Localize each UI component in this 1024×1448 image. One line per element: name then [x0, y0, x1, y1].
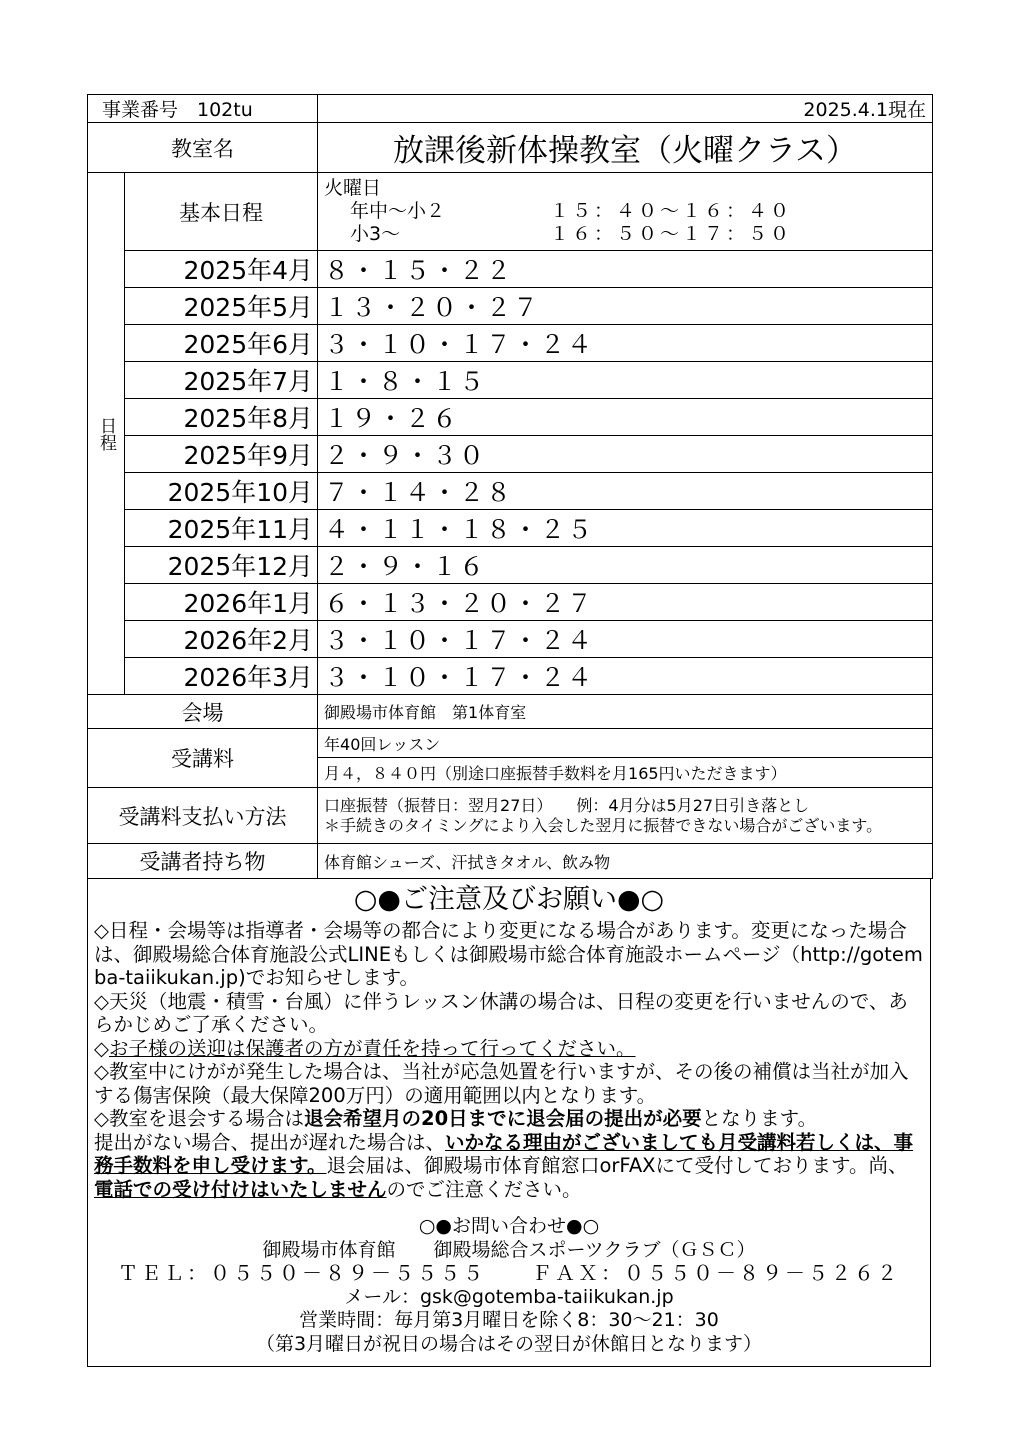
fee-monthly: 月４，８４０円（別途口座振替手数料を月165円いただきます） — [318, 758, 933, 788]
schedule-side-text: 日程 — [96, 416, 116, 451]
fee-lessons: 年40回レッスン — [318, 729, 933, 758]
note-item: ◇天災（地震・積雪・台風）に伴うレッスン休講の場合は、日程の変更を行いませんので、あらかじめご了承ください。 — [94, 989, 908, 1036]
note-item: ◇日程・会場等は指導者・会場等の都合により変更になる場合があります。変更になった場合は、御殿場総合体育施設公式LINEもしくは御殿場市総合体育施設ホームページ（http://gotemba-taiikukan.jp)でお知らせします。 — [94, 919, 923, 989]
note-item — [88, 1037, 930, 1061]
info-table — [87, 94, 933, 879]
venue-value: 御殿場市体育館 第1体育室 — [318, 695, 933, 729]
contact-email: メール：gsk@gotemba-taiikukan.jp — [344, 1285, 674, 1308]
business-number: 事業番号 102tu — [88, 95, 318, 123]
schedule-side-label — [88, 173, 125, 695]
note-bullet: ◇ — [94, 1036, 109, 1060]
month-label: 2025年11月 — [125, 510, 318, 547]
info-sheet — [87, 94, 932, 1367]
month-label: 2025年12月 — [125, 547, 318, 584]
month-label: 2026年2月 — [125, 621, 318, 658]
payment-line: 口座振替（振替日：翌月27日） 例：4月分は5月27日引き落とし — [324, 795, 810, 815]
note-text: 提出がない場合、提出が遅れた場合は、 — [94, 1130, 446, 1154]
venue-label: 会場 — [88, 695, 318, 729]
slot-time: １６：５０～１７：５０ — [550, 223, 793, 245]
as-of-date: 2025.4.1現在 — [318, 95, 933, 123]
note-text: ◇教室を退会する場合は — [94, 1107, 304, 1130]
note-text: 退会届は、御殿場市体育館窓口orFAXにて受付しております。尚、 — [326, 1154, 908, 1177]
month-dates: ６・１３・２０・２７ — [318, 584, 933, 621]
schedule-slot — [324, 200, 926, 223]
basic-schedule-label: 基本日程 — [125, 173, 318, 251]
slot-time: １５：４０～１６：４０ — [550, 200, 793, 222]
month-label: 2025年4月 — [125, 251, 318, 288]
note-item: ◇教室中にけがが発生した場合は、当社が応急処置を行いますが、その後の補償は当社が加入する傷害保険（最大保障200万円）の適用範囲以内となります。 — [94, 1060, 909, 1107]
month-label: 2025年6月 — [125, 325, 318, 362]
notes-section — [87, 879, 931, 1367]
note-bold-underlined: いかなる理由がございましても月受講料若しくは、事務手数料を申し受けます。 — [94, 1130, 914, 1177]
class-name-label: 教室名 — [88, 123, 318, 173]
payment-label: 受講料支払い方法 — [88, 788, 318, 844]
note-text: となります。 — [701, 1107, 818, 1130]
contact-holiday-note: （第3月曜日が祝日の場合はその翌日が休館日となります） — [255, 1332, 763, 1355]
month-dates: ２・９・１６ — [318, 547, 933, 584]
month-dates: ３・１０・１７・２４ — [318, 658, 933, 695]
class-name-value: 放課後新体操教室（火曜クラス） — [318, 123, 933, 173]
basic-schedule — [318, 173, 933, 251]
belongings-label: 受講者持ち物 — [88, 844, 318, 879]
month-dates: ７・１４・２８ — [318, 473, 933, 510]
note-text: のでご注意ください。 — [386, 1177, 582, 1201]
payment-note: ＊手続きのタイミングにより入会した翌月に振替できない場合がございます。 — [324, 815, 883, 835]
month-label: 2025年7月 — [125, 362, 318, 399]
month-dates: ８・１５・２２ — [318, 251, 933, 288]
month-label: 2025年10月 — [125, 473, 318, 510]
note-underlined: お子様の送迎は保護者の方が責任を持って行ってください。 — [109, 1036, 636, 1060]
payment-value — [318, 788, 933, 844]
month-dates: １・８・１５ — [318, 362, 933, 399]
note-item — [88, 1107, 930, 1131]
contact-orgs: 御殿場市体育館 御殿場総合スポーツクラブ（ＧＳＣ） — [262, 1238, 756, 1261]
notes-title: ○●ご注意及びお願い●○ — [353, 884, 665, 915]
month-label: 2025年9月 — [125, 436, 318, 473]
note-bold: 退会希望月の20日までに退会届の提出が必要 — [304, 1107, 702, 1130]
contact-phone-fax: ＴＥＬ：０５５０－８９－５５５５ ＦＡＸ：０５５０－８９－５２６２ — [118, 1261, 900, 1285]
contact-hours: 営業時間：毎月第3月曜日を除く8：30～21：30 — [299, 1309, 719, 1331]
note-item — [88, 1131, 930, 1202]
month-dates: ３・１０・１７・２４ — [318, 621, 933, 658]
month-label: 2025年8月 — [125, 399, 318, 436]
month-label: 2026年3月 — [125, 658, 318, 695]
month-label: 2025年5月 — [125, 288, 318, 325]
month-dates: ４・１１・１８・２５ — [318, 510, 933, 547]
month-dates: １３・２０・２７ — [318, 288, 933, 325]
month-label: 2026年1月 — [125, 584, 318, 621]
contact-section — [88, 1215, 930, 1356]
slot-group: 年中～小２ — [350, 200, 446, 222]
schedule-weekday: 火曜日 — [324, 177, 382, 199]
notes-body — [88, 919, 930, 1201]
fee-label: 受講料 — [88, 729, 318, 788]
belongings-value: 体育館シューズ、汗拭きタオル、飲み物 — [318, 844, 933, 879]
contact-title: ○●お問い合わせ●○ — [418, 1215, 600, 1237]
month-dates: ３・１０・１７・２４ — [318, 325, 933, 362]
month-dates: ２・９・３０ — [318, 436, 933, 473]
slot-group: 小3～ — [350, 223, 401, 245]
schedule-slot — [324, 223, 926, 246]
month-dates: １９・２６ — [318, 399, 933, 436]
note-bold-underlined: 電話での受け付けはいたしません — [94, 1177, 387, 1201]
